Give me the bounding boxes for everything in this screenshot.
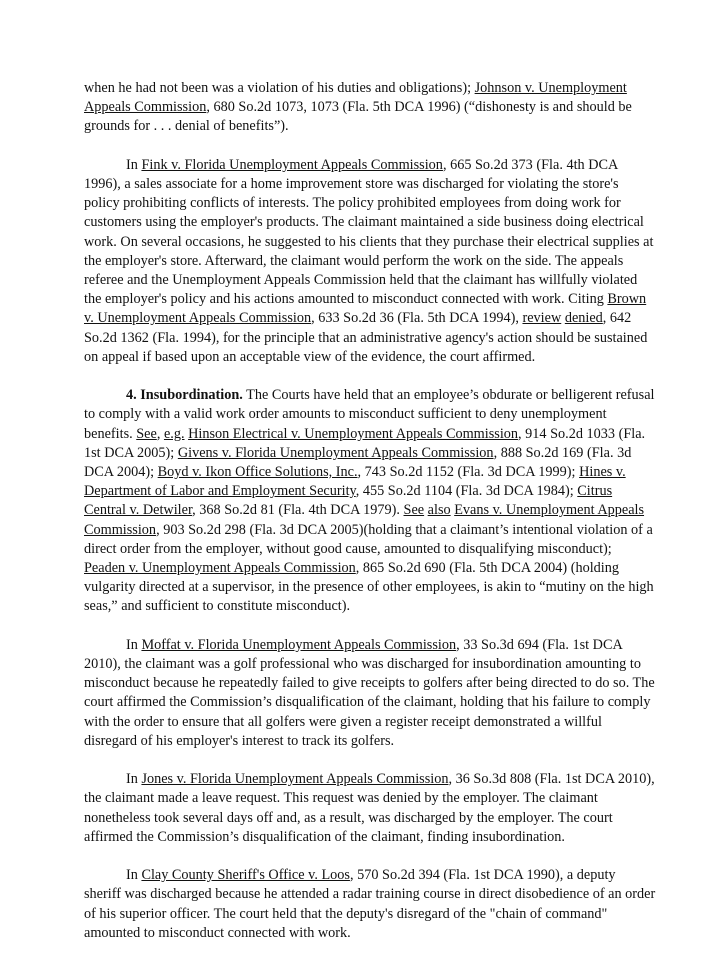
body-text: In <box>126 636 142 653</box>
body-text: , 642 So.2d 1362 (Fla. 1994), for the principle that an administrative agency's action should be sustained on appeal if based upon an acceptable view of the evidence, the court affirmed. <box>84 310 648 365</box>
case-citation: Hines v. Department of Labor and Employment Security <box>84 464 626 500</box>
body-text: , 865 So.2d 690 (Fla. 5th DCA 2004) (holding vulgarity directed at a supervisor, in the presence of other employees, is akin to “mutiny on the high seas,” and sufficient to constitute misconduct). <box>84 560 654 615</box>
case-citation: Johnson v. Unemployment Appeals Commission <box>84 80 627 116</box>
body-text: , 36 So.3d 808 (Fla. 1st DCA 2010), the claimant made a leave request. This request was denied by the employer. The claimant nonetheless took several days off and, as a result, was discharged by the employer. The court affirmed the Commission’s disqualification of the claimant, finding insubordination. <box>84 771 655 845</box>
case-citation: Peaden v. Unemployment Appeals Commission <box>84 560 356 577</box>
case-citation: Givens v. Florida Unemployment Appeals Commission <box>177 444 494 461</box>
case-citation: Citrus Central v. Detwiler <box>84 483 613 519</box>
body-text: , 914 So.2d 1033 (Fla. 1st DCA 2005); <box>84 425 646 461</box>
body-text: , 743 So.2d 1152 (Fla. 3d DCA 1999); <box>357 464 580 481</box>
paragraph <box>84 386 656 616</box>
paragraph <box>84 79 656 137</box>
body-text: The Courts have held that an employee’s obdurate or belligerent refusal to comply with a valid work order amounts to misconduct sufficient to deny unemployment benefits. <box>84 387 655 442</box>
case-citation: Hinson Electrical v. Unemployment Appeals Commission <box>188 425 519 442</box>
case-citation: See <box>403 502 425 519</box>
case-citation: Brown v. Unemployment Appeals Commission <box>84 291 647 327</box>
body-text: , 455 So.2d 1104 (Fla. 3d DCA 1984); <box>355 483 578 500</box>
body-text: , 665 So.2d 373 (Fla. 4th DCA 1996), a sales associate for a home improvement store was discharged for violating the store's policy prohibiting conflicts of interests. The policy prohibited employees from doing work for customers using the employer's products. The claimant maintained a side business doing electrical work. On several occasions, he suggested to his clients that they purchase their electrical supplies at the employer's store. Afterward, the claimant would perform the work on the side. The appeals referee and the Unemployment Appeals Commission held that the claimant has willfully violated the employer's policy and his actions amounted to misconduct connected with work. Citing <box>84 156 654 308</box>
case-citation: also <box>427 502 451 519</box>
body-text: In <box>126 156 142 173</box>
body-text: In <box>126 771 142 788</box>
body-text: , 633 So.2d 36 (Fla. 5th DCA 1994), <box>311 310 523 327</box>
body-text: , 368 So.2d 81 (Fla. 4th DCA 1979). <box>192 502 404 519</box>
case-citation: Clay County Sheriff's Office v. Loos <box>141 867 350 884</box>
paragraph <box>84 866 656 943</box>
case-citation: review <box>522 310 562 327</box>
paragraph <box>84 770 656 847</box>
body-text: , 680 So.2d 1073, 1073 (Fla. 5th DCA 1996) (“dishonesty is and should be grounds for . . . denial of benefits”). <box>84 99 632 135</box>
case-citation: Moffat v. Florida Unemployment Appeals Commission <box>141 636 457 653</box>
body-text: , 570 So.2d 394 (Fla. 1st DCA 1990), a deputy sheriff was discharged because he attended a radar training course in direct disobedience of an order of his superior officer. The court held that the deputy's disregard of the "chain of command" amounted to misconduct connected with work. <box>84 867 656 941</box>
body-text: , 903 So.2d 298 (Fla. 3d DCA 2005)(holding that a claimant’s intentional violation of a direct order from the employer, without good cause, amounted to disqualifying misconduct); <box>84 521 653 557</box>
paragraph <box>84 156 656 367</box>
case-citation: Boyd v. Ikon Office Solutions, Inc. <box>157 464 358 481</box>
case-citation: Evans v. Unemployment Appeals Commission <box>84 502 645 538</box>
case-citation: e.g. <box>163 425 185 442</box>
case-citation: See <box>136 425 157 442</box>
document-body <box>84 79 656 962</box>
paragraph <box>84 636 656 751</box>
body-text: when he had not been was a violation of his duties and obligations); <box>84 80 475 96</box>
body-text: In <box>126 867 142 884</box>
body-text: , 888 So.2d 169 (Fla. 3d DCA 2004); <box>84 444 632 481</box>
case-citation: denied <box>564 310 603 327</box>
body-text: , <box>156 425 164 442</box>
case-citation: Jones v. Florida Unemployment Appeals Commission <box>141 771 449 788</box>
body-text: , 33 So.3d 694 (Fla. 1st DCA 2010), the claimant was a golf professional who was discharged for insubordination amounting to misconduct because he repeatedly failed to give receipts to golfers after being directed to do so. The court affirmed the Commission’s disqualification of the claimant, holding that his failure to comply with the order to ensure that all golfers were given a register receipt demonstrated a willful disregard of his employer's interest to track its golfers. <box>84 636 655 749</box>
case-citation: Fink v. Florida Unemployment Appeals Commission <box>141 156 443 173</box>
section-heading: 4. Insubordination. <box>126 387 243 404</box>
